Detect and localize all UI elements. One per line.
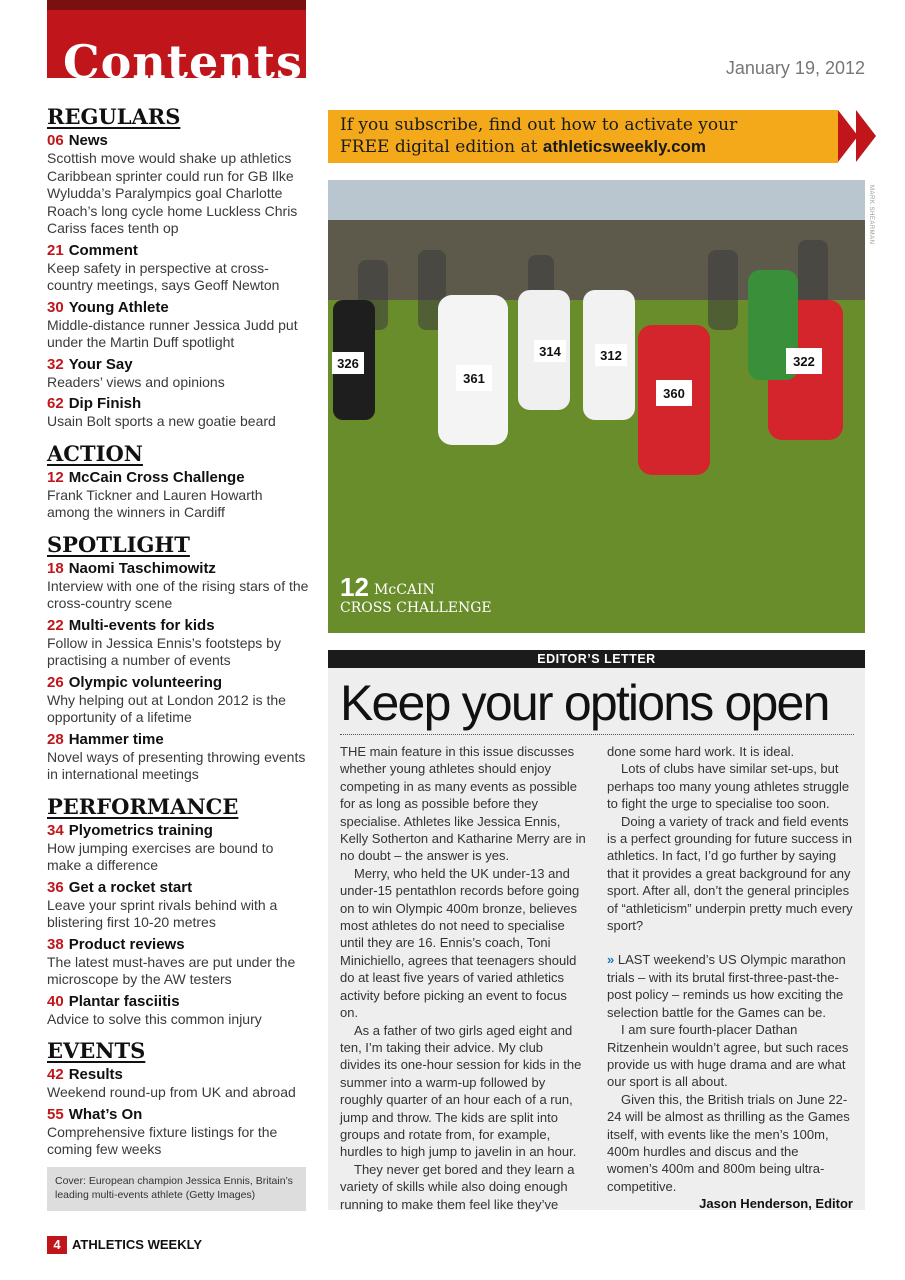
caption-line-1: McCAIN [374,582,435,598]
section-heading: REGULARS [47,104,181,129]
letter-paragraph: Given this, the British trials on June 22-24 will be almost as thrilling as the Games itself, with events like the men’s 100m, 400m hurdles and discus and the women’s 400m and 800m being ultra-competitive. [607,1091,850,1194]
masthead-bar [47,0,306,10]
section-events [47,1038,309,1159]
entry-page-number: 55 [47,1105,64,1123]
letter-paragraph: done some hard work. It is ideal. [607,744,795,759]
masthead-block [47,10,306,78]
entry-title: Results [68,1066,123,1083]
entry-head [47,299,309,317]
page-number: 4 [47,1236,67,1254]
entry-description: The latest must-haves are put under the microscope by the AW testers [47,953,296,987]
entry-description: Readers’ views and opinions [47,373,225,390]
entry-description: Interview with one of the rising stars of the cross-country scene [47,577,309,611]
entry-page-number: 40 [47,992,64,1010]
letter-paragraph-text: LAST weekend’s US Olympic marathon trials – with its brutal first-three-past-the-post policy – reminds us how exciting the selection battle for the Games can be. [607,952,846,1020]
editors-letter-headline: Keep your options open [340,675,829,731]
subscribe-prefix: FREE digital edition at [340,137,543,157]
contents-entry[interactable] [47,879,309,932]
section-heading: PERFORMANCE [47,793,239,819]
letter-paragraph: Lots of clubs have similar set-ups, but perhaps too many young athletes struggle to fight the urge to specialise too soon. [607,761,850,812]
entry-title: What’s On [68,1105,143,1123]
chevron-right-icon [838,110,858,162]
entry-description: Keep safety in perspective at cross-country meetings, says Geoff Newton [47,259,280,293]
entry-page-number: 42 [47,1066,64,1083]
entry-description: Frank Tickner and Lauren Howarth among the winners in Cardiff [47,486,263,520]
subscribe-line-2 [340,136,826,158]
section-action [47,441,309,522]
subscribe-banner[interactable] [328,110,838,163]
entry-page-number: 36 [47,878,64,896]
entry-title: Your Say [68,355,133,373]
contents-entry[interactable] [47,993,309,1029]
caption-line-2: CROSS CHALLENGE [340,600,492,616]
letter-paragraph: As a father of two girls aged eight and ten, I’m taking their advice. My club divides its one-hour session for kids in the summer into a warm-up followed by roughly quarter of an hour each of a run, jump and throw. The kids are split into groups and rotate from, for example, hurdles to high jump to javelin in an hour. [340,1022,582,1160]
entry-description: Advice to solve this common injury [47,1010,262,1027]
entry-description: Follow in Jessica Ennis’s footsteps by practising a number of events [47,634,281,668]
entry-title: Multi-events for kids [68,616,215,634]
caption-page-number: 12 [340,572,369,602]
letter-paragraph: Merry, who held the UK under-13 and under-15 pentathlon records before going on to win Olympic 400m bronze, believes most athletes do not need to specialise until they are 16. Ennis’s coach, Toni Minichiello, agrees that teenagers should do at least five years of varied athletics activity before picking an event to focus on. [340,865,580,1021]
entry-head [47,469,309,487]
letter-paragraph: Doing a variety of track and field events is a perfect grounding for future success in athletics. In fact, I’d go further by saying that it provides a great background for any sport. After all, don’t the general principles of “athleticism” underpin pretty much every sport? [607,813,853,934]
subscribe-link[interactable]: athleticsweekly.com [542,137,707,156]
entry-title: Young Athlete [68,298,169,316]
letter-signoff: Jason Henderson, Editor [699,1196,853,1212]
entry-description: Scottish move would shake up athletics Caribbean sprinter could run for GB Ilke Wyludda’s Paralympics goal Charlotte Roach’s long cycle home Luckless Chris Cariss faces tenth op [47,150,298,236]
entry-page-number: 32 [47,355,64,373]
entry-title: Comment [68,241,138,259]
entry-head [47,674,309,692]
editors-letter-label: EDITOR’S LETTER [328,650,865,668]
entry-head [47,356,309,374]
contents-entry[interactable] [47,822,309,875]
bib-number: 322 [793,354,815,369]
contents-entry[interactable] [47,731,309,784]
entry-description: Usain Bolt sports a new goatie beard [47,413,276,429]
bib-number: 361 [463,371,485,386]
entry-page-number: 06 [47,132,64,149]
entry-title: Olympic volunteering [68,673,223,691]
contents-entry[interactable] [47,617,309,670]
entry-description: How jumping exercises are bound to make a difference [47,839,274,873]
photo-credit: MARK SHEARMAN [868,185,874,245]
letter-paragraph: I am sure fourth-placer Dathan Ritzenhein wouldn’t agree, but such races provide us with huge drama and are what our sport is all about. [607,1022,849,1090]
entry-description: Comprehensive fixture listings for the coming few weeks [47,1123,278,1157]
entry-page-number: 62 [47,395,64,412]
entry-title: Dip Finish [68,395,142,412]
entry-head [47,879,309,897]
bib-number: 312 [600,348,622,363]
entry-head [47,822,309,840]
letter-paragraph: THE main feature in this issue discusses whether young athletes should enjoy competing in as many events as possible for as long as possible before they specialise. Athletes like Jessica Ennis, Kelly Sotherton and Katharine Merry are in no doubt – the answer is yes. [340,744,586,864]
letter-column-2 [607,743,853,1213]
entry-head [47,132,309,150]
entry-head [47,617,309,635]
entry-head [47,936,309,954]
entry-description: Weekend round-up from UK and abroad [47,1084,296,1100]
entry-title: McCain Cross Challenge [68,468,245,486]
entry-head [47,1066,309,1084]
letter-column-1 [340,743,586,1213]
bib-number: 360 [663,386,685,401]
double-chevron-icon: » [607,952,615,968]
letter-paragraph: They never get bored and they learn a variety of skills while also doing enough running to make them feel like they’ve [340,1161,575,1212]
entry-title: Plantar fasciitis [68,992,180,1010]
chevron-right-icon [856,110,876,162]
contents-entry[interactable] [47,299,309,352]
section-performance [47,794,309,1029]
entry-page-number: 28 [47,730,64,748]
contents-entry[interactable] [47,560,309,613]
contents-list [47,104,309,1169]
entry-title: Product reviews [68,935,185,953]
letter-paragraph [607,951,853,1021]
entry-head [47,993,309,1011]
entry-page-number: 30 [47,298,64,316]
subscribe-line-1: If you subscribe, find out how to activate your [340,115,738,135]
page-title: Contents [63,35,303,78]
section-heading: ACTION [47,440,143,466]
cover-note: Cover: European champion Jessica Ennis, Britain’s leading multi-events athlete (Getty Images) [47,1167,306,1211]
entry-description: Why helping out at London 2012 is the opportunity of a lifetime [47,691,286,725]
entry-page-number: 18 [47,559,64,577]
entry-head [47,395,309,413]
race-photo [328,180,865,633]
entry-description: Leave your sprint rivals behind with a blistering first 10-20 metres [47,896,278,930]
entry-head [47,731,309,749]
race-photo-illustration [328,180,865,633]
entry-head [47,560,309,578]
entry-head [47,1106,309,1124]
contents-entry[interactable] [47,242,309,295]
contents-entry[interactable] [47,936,309,989]
contents-entry[interactable] [47,674,309,727]
section-heading: EVENTS [47,1038,146,1063]
entry-head [47,242,309,260]
entry-page-number: 38 [47,935,64,953]
entry-page-number: 26 [47,673,64,691]
section-regulars [47,104,309,431]
dotted-divider [340,734,854,735]
contents-entry[interactable] [47,132,309,238]
photo-caption[interactable] [340,572,492,617]
entry-page-number: 34 [47,821,64,839]
entry-page-number: 21 [47,241,64,259]
contents-entry[interactable] [47,469,309,522]
entry-page-number: 12 [47,468,64,486]
entry-title: Get a rocket start [68,878,193,896]
magazine-title: ATHLETICS WEEKLY [72,1237,203,1252]
section-spotlight [47,532,309,784]
entry-description: Middle-distance runner Jessica Judd put under the Martin Duff spotlight [47,316,298,350]
entry-page-number: 22 [47,616,64,634]
contents-entry[interactable] [47,395,309,431]
contents-entry[interactable] [47,356,309,392]
entry-title: Naomi Taschimowitz [68,559,216,577]
entry-description: Novel ways of presenting throwing events in international meetings [47,748,306,782]
entry-title: Hammer time [68,730,164,748]
entry-title: News [68,132,108,149]
section-heading: SPOTLIGHT [47,531,190,557]
issue-date: January 19, 2012 [725,58,865,78]
bib-number: 314 [539,344,561,359]
contents-entry[interactable] [47,1106,309,1159]
entry-title: Plyometrics training [68,821,213,839]
bib-number: 326 [337,356,359,371]
contents-entry[interactable] [47,1066,309,1102]
